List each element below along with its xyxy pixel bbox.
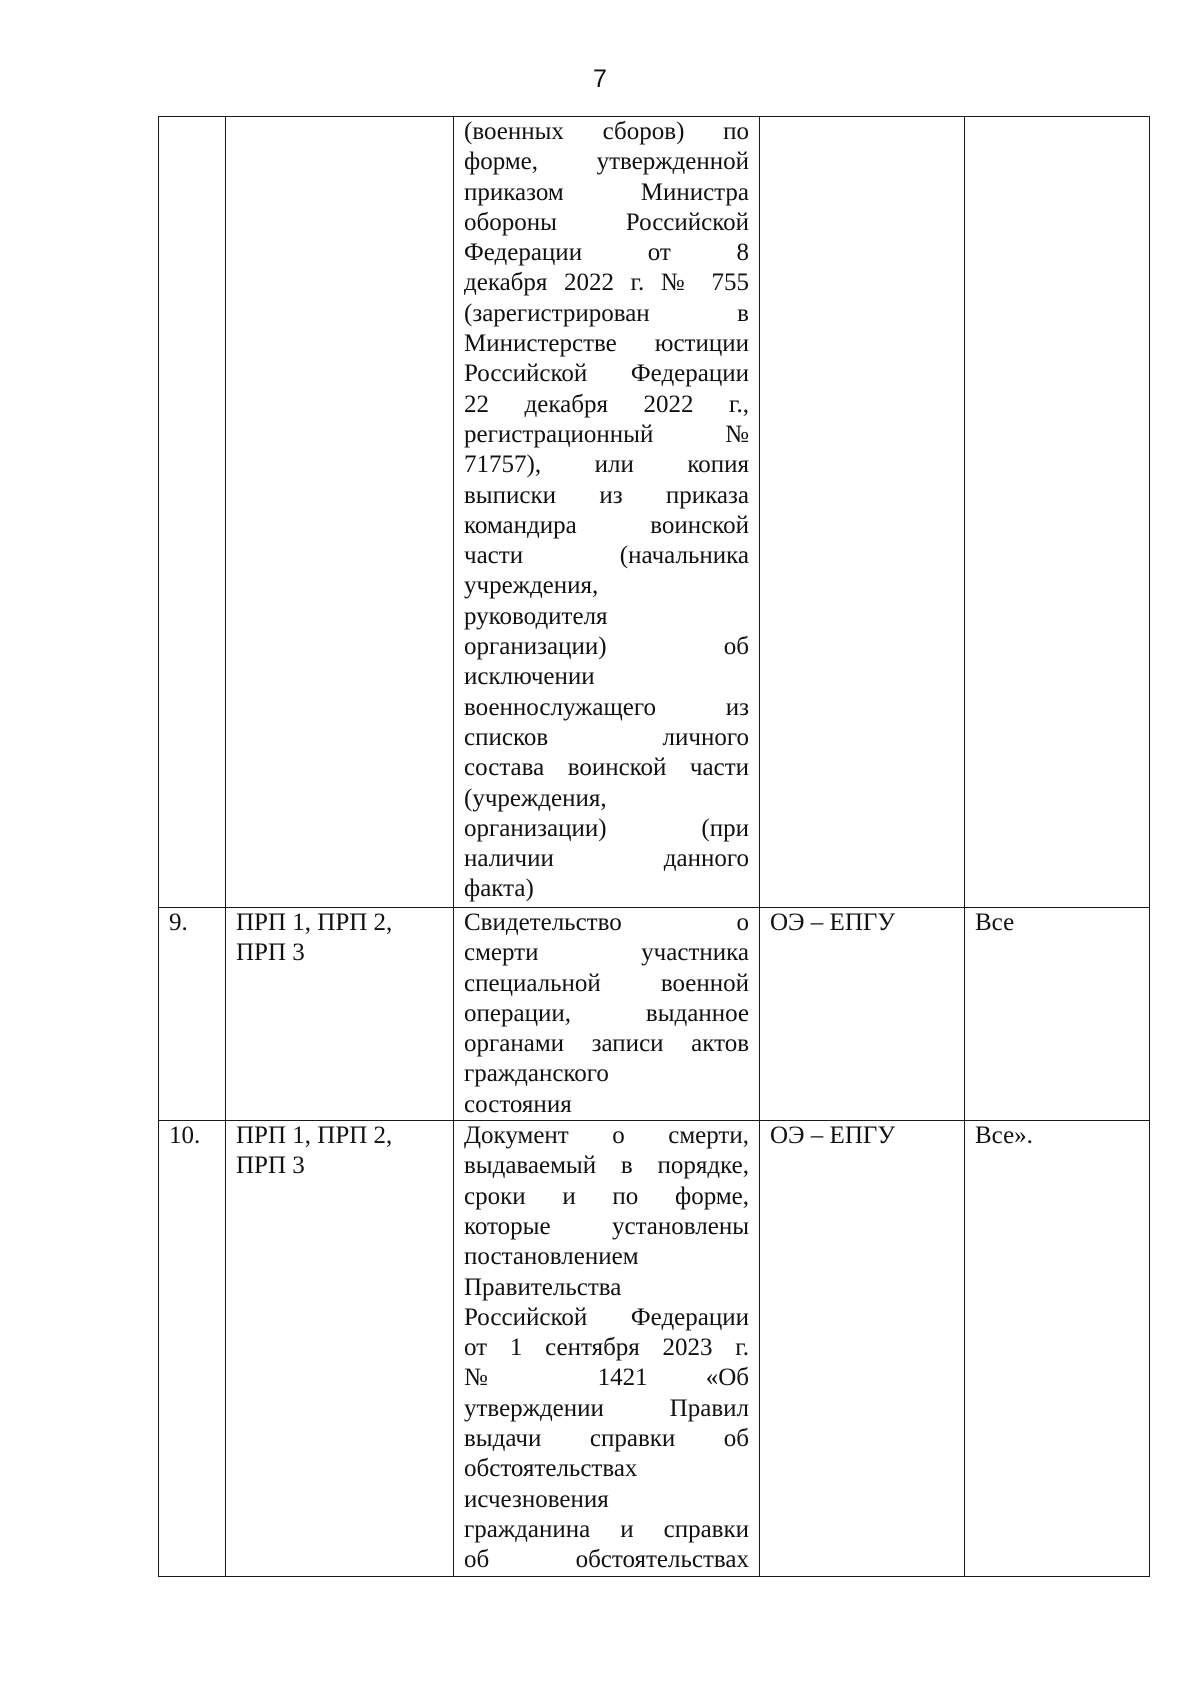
cell-codes bbox=[226, 117, 454, 908]
description-line: выдачи справки об bbox=[464, 1425, 749, 1453]
description-line: выдаваемый в порядке, bbox=[464, 1152, 749, 1180]
description-line: специальной военной bbox=[464, 969, 749, 997]
cell-codes bbox=[226, 908, 454, 1121]
cell-applicants: Все». bbox=[965, 1121, 1150, 1576]
cell-submission-method: ОЭ – ЕПГУ bbox=[760, 908, 965, 1121]
description-line: операции, выданное bbox=[464, 999, 749, 1027]
cell-applicants: Все bbox=[965, 908, 1150, 1121]
description-line: от 1 сентября 2023 г. bbox=[464, 1334, 749, 1362]
description-line: исчезновения bbox=[464, 1485, 609, 1513]
table-row-9 bbox=[159, 908, 1150, 1121]
cell-submission-method bbox=[760, 117, 965, 908]
page-number: 7 bbox=[593, 65, 607, 93]
description-line: сроки и по форме, bbox=[464, 1182, 749, 1210]
description-line: организации) (при bbox=[464, 814, 749, 842]
description-line: руководителя bbox=[464, 602, 608, 630]
description-line: учреждения, bbox=[464, 572, 599, 600]
description-lines bbox=[464, 908, 749, 1120]
cell-number: 9. bbox=[159, 908, 226, 1121]
description-line: факта) bbox=[464, 875, 534, 903]
description-line: части (начальника bbox=[464, 542, 749, 570]
description-line: постановлением bbox=[464, 1243, 639, 1271]
description-line: 22 декабря 2022 г., bbox=[464, 390, 749, 418]
description-line: (зарегистрирован в bbox=[464, 299, 749, 327]
cell-number: 10. bbox=[159, 1121, 226, 1576]
description-line: приказом Министра bbox=[464, 178, 749, 206]
description-line: обороны Российской bbox=[464, 208, 749, 236]
table-row-10 bbox=[159, 1121, 1150, 1576]
description-line: органами записи актов bbox=[464, 1030, 749, 1058]
description-line: Свидетельство о bbox=[464, 909, 749, 936]
description-line: об обстоятельствах bbox=[464, 1546, 749, 1574]
description-line: № 1421 «Об bbox=[464, 1364, 749, 1392]
description-line: исключении bbox=[464, 663, 595, 691]
cell-number bbox=[159, 117, 226, 908]
description-line: наличии данного bbox=[464, 845, 749, 873]
description-line: 71757), или копия bbox=[464, 451, 749, 479]
codes-line: ПРП 1, ПРП 2, bbox=[236, 1122, 393, 1150]
description-line: смерти участника bbox=[464, 939, 749, 967]
codes-line: ПРП 1, ПРП 2, bbox=[236, 909, 393, 936]
description-line: состава воинской части bbox=[464, 754, 749, 782]
description-line: Российской Федерации bbox=[464, 1303, 749, 1331]
description-lines bbox=[464, 117, 749, 905]
description-line: обстоятельствах bbox=[464, 1455, 638, 1483]
codes-line: ПРП 3 bbox=[236, 1152, 305, 1180]
codes-line: ПРП 3 bbox=[236, 939, 305, 967]
description-line: военнослужащего из bbox=[464, 693, 749, 721]
documents-table bbox=[158, 116, 1150, 1577]
cell-submission-method: ОЭ – ЕПГУ bbox=[760, 1121, 965, 1576]
description-line: командира воинской bbox=[464, 511, 749, 539]
description-line: организации) об bbox=[464, 633, 749, 661]
description-line: списков личного bbox=[464, 723, 749, 751]
description-line: гражданского bbox=[464, 1060, 609, 1088]
description-line: выписки из приказа bbox=[464, 481, 749, 509]
description-line: (учреждения, bbox=[464, 784, 607, 812]
description-line: гражданина и справки bbox=[464, 1515, 749, 1543]
cell-description bbox=[454, 117, 760, 908]
description-line: регистрационный № bbox=[464, 420, 749, 448]
description-line: (военных сборов) по bbox=[464, 118, 749, 145]
description-line: Министерстве юстиции bbox=[464, 330, 749, 358]
description-line: состояния bbox=[464, 1090, 572, 1118]
cell-applicants bbox=[965, 117, 1150, 908]
description-line: Правительства bbox=[464, 1273, 622, 1301]
cell-codes bbox=[226, 1121, 454, 1576]
description-line: декабря 2022 г. № 755 bbox=[464, 269, 749, 297]
description-line: форме, утвержденной bbox=[464, 148, 749, 176]
cell-description bbox=[454, 1121, 760, 1576]
table-row-continuation bbox=[159, 117, 1150, 908]
description-line: Федерации от 8 bbox=[464, 239, 749, 267]
description-line: Российской Федерации bbox=[464, 360, 749, 388]
description-line: которые установлены bbox=[464, 1212, 749, 1240]
description-lines bbox=[464, 1121, 749, 1575]
cell-description bbox=[454, 908, 760, 1121]
description-line: Документ о смерти, bbox=[464, 1122, 749, 1150]
description-line: утверждении Правил bbox=[464, 1394, 749, 1422]
